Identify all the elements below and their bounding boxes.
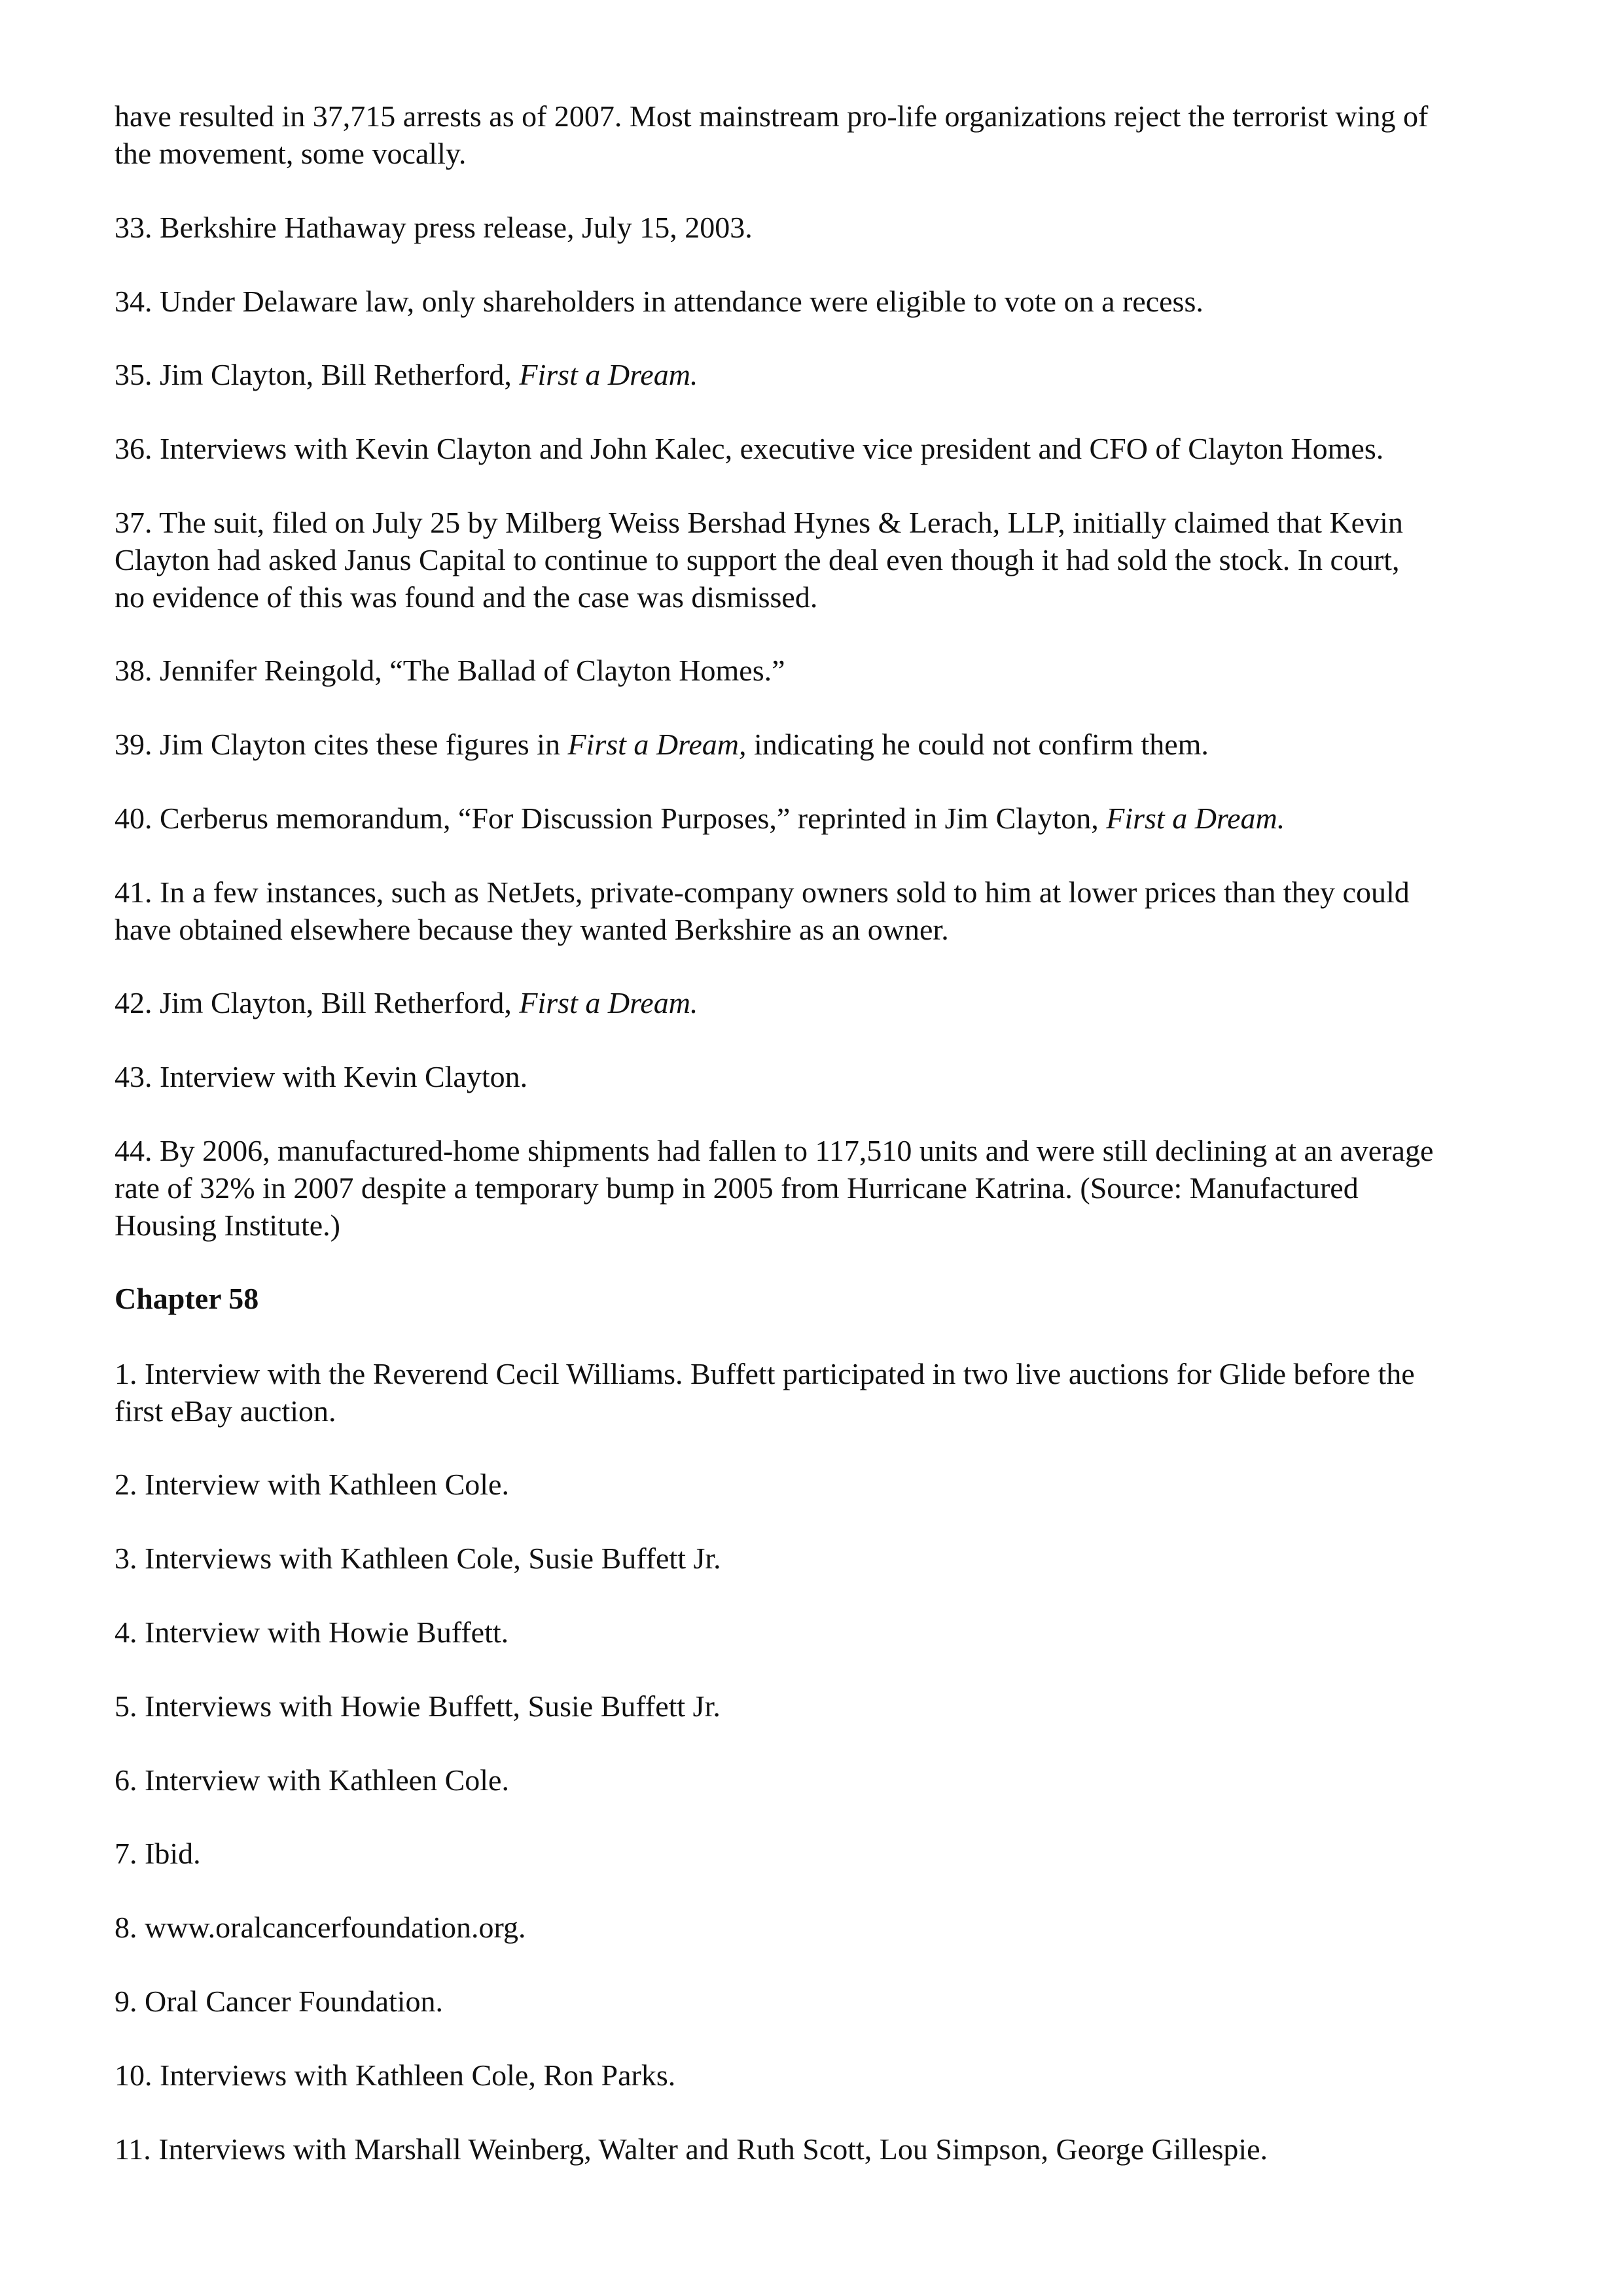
endnote-42 — [115, 985, 698, 1021]
endnote-35-text: 35. Jim Clayton, Bill Retherford, — [115, 358, 520, 391]
endnote-36: 36. Interviews with Kevin Clayton and John Kalec, executive vice president and CFO of Clayton Homes. — [115, 432, 1384, 465]
ch58-note-8: 8. www.oralcancerfoundation.org. — [115, 1911, 526, 1944]
continuation-line-2: the movement, some vocally. — [115, 137, 467, 170]
endnote-37-line-2: Clayton had asked Janus Capital to continue to support the deal even though it had sold the stock. In court, — [115, 543, 1400, 576]
endnote-39-tail: indicating he could not confirm them. — [746, 728, 1209, 761]
endnote-39 — [115, 726, 1209, 763]
ch58-note-11: 11. Interviews with Marshall Weinberg, Walter and Ruth Scott, Lou Simpson, George Gillespie. — [115, 2132, 1268, 2166]
endnote-39-title: First a Dream, — [567, 728, 747, 761]
endnote-40 — [115, 800, 1285, 837]
endnote-41-line-1: 41. In a few instances, such as NetJets, private-company owners sold to him at lower prices than they could — [115, 875, 1410, 909]
endnote-40-title: First a Dream. — [1106, 802, 1285, 835]
endnote-42-text: 42. Jim Clayton, Bill Retherford, — [115, 986, 520, 1019]
ch58-note-1-line-1: 1. Interview with the Reverend Cecil Williams. Buffett participated in two live auctions for Glide before the — [115, 1357, 1415, 1390]
ch58-note-2: 2. Interview with Kathleen Cole. — [115, 1468, 509, 1501]
endnote-40-text: 40. Cerberus memorandum, “For Discussion Purposes,” reprinted in Jim Clayton, — [115, 802, 1107, 835]
endnote-39-text: 39. Jim Clayton cites these figures in — [115, 728, 568, 761]
ch58-note-1-line-2: first eBay auction. — [115, 1394, 336, 1428]
endnote-41-line-2: have obtained elsewhere because they wanted Berkshire as an owner. — [115, 913, 949, 946]
ch58-note-3: 3. Interviews with Kathleen Cole, Susie Buffett Jr. — [115, 1542, 721, 1575]
continuation-line-1: have resulted in 37,715 arrests as of 2007. Most mainstream pro-life organizations reject the terrorist wing of — [115, 99, 1429, 133]
endnote-43: 43. Interview with Kevin Clayton. — [115, 1060, 528, 1093]
endnote-38: 38. Jennifer Reingold, “The Ballad of Clayton Homes.” — [115, 654, 785, 687]
endnote-44-line-3: Housing Institute.) — [115, 1209, 340, 1242]
endnote-37-line-1: 37. The suit, filed on July 25 by Milberg Weiss Bershad Hynes & Lerach, LLP, initially claimed that Kevin — [115, 506, 1403, 539]
endnote-33: 33. Berkshire Hathaway press release, July 15, 2003. — [115, 211, 753, 244]
ch58-note-9: 9. Oral Cancer Foundation. — [115, 1985, 444, 2018]
ch58-note-7: 7. Ibid. — [115, 1837, 201, 1870]
ch58-note-10: 10. Interviews with Kathleen Cole, Ron Parks. — [115, 2058, 676, 2092]
endnote-42-title: First a Dream. — [519, 986, 698, 1019]
endnote-44-line-2: rate of 32% in 2007 despite a temporary bump in 2005 from Hurricane Katrina. (Source: Manufactured — [115, 1171, 1359, 1205]
chapter-heading: Chapter 58 — [115, 1282, 259, 1315]
endnote-35 — [115, 357, 698, 393]
ch58-note-4: 4. Interview with Howie Buffett. — [115, 1616, 509, 1649]
endnote-35-title: First a Dream. — [519, 358, 698, 391]
endnote-37-line-3: no evidence of this was found and the case was dismissed. — [115, 580, 818, 614]
ch58-note-6: 6. Interview with Kathleen Cole. — [115, 1763, 509, 1797]
endnote-44-line-1: 44. By 2006, manufactured-home shipments had fallen to 117,510 units and were still declining at an average — [115, 1134, 1434, 1167]
ch58-note-5: 5. Interviews with Howie Buffett, Susie Buffett Jr. — [115, 1689, 721, 1723]
endnote-34: 34. Under Delaware law, only shareholders in attendance were eligible to vote on a recess. — [115, 285, 1204, 318]
